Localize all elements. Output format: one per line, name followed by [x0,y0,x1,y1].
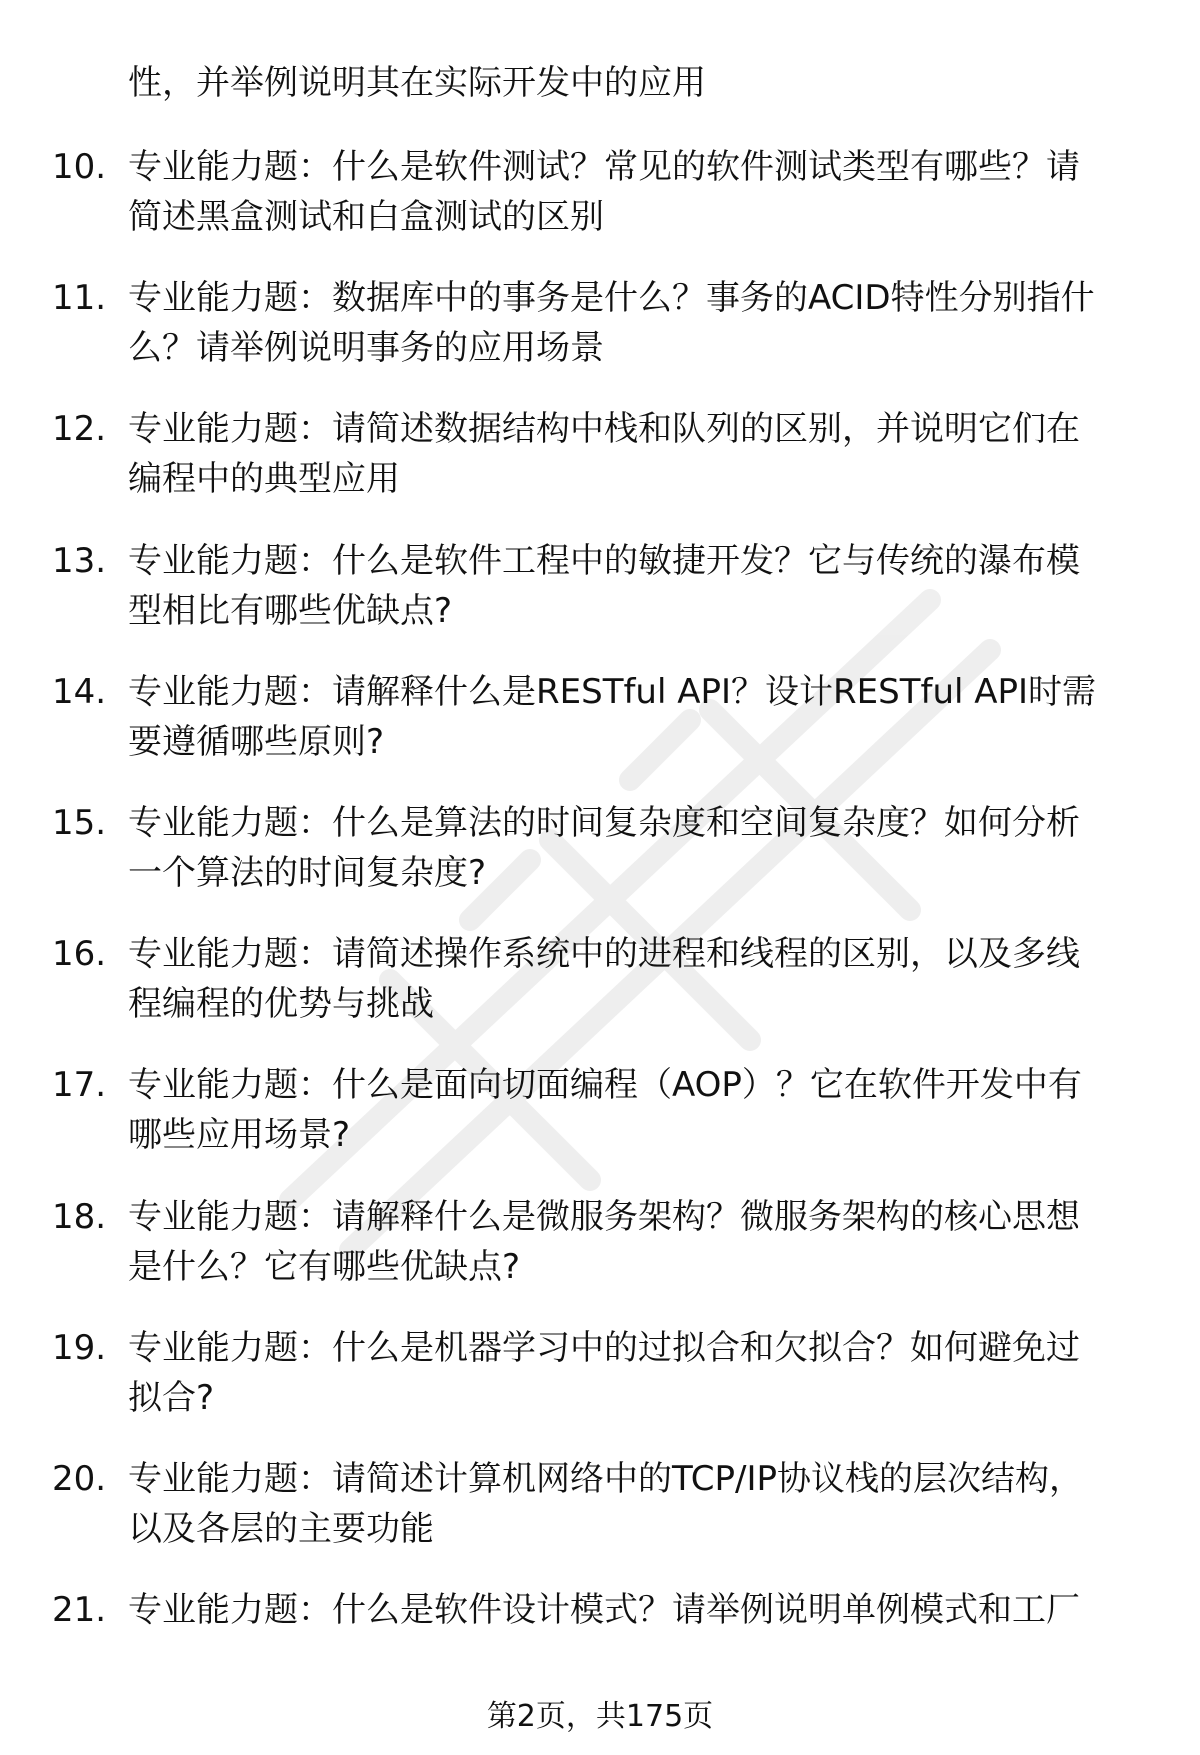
question-text-line: 要遵循哪些原则? [128,721,385,762]
question-number: 20. [52,1458,107,1499]
question-number: 19. [52,1327,107,1368]
question-item [0,798,1200,929]
question-item [0,273,1200,404]
question-text-line: 是什么？它有哪些优缺点? [128,1246,521,1287]
question-text-line: 简述黑盒测试和白盒测试的区别 [128,197,604,237]
question-text [128,798,1148,898]
question-item [0,1192,1200,1323]
question-number: 16. [52,934,107,975]
question-text [128,273,1148,373]
question-text [128,404,1148,504]
question-number: 11. [52,278,107,319]
question-text-line: 么？请举例说明事务的应用场景 [128,328,604,369]
question-text [128,1060,1148,1160]
question-item [0,1323,1200,1454]
question-text [128,929,1148,1029]
question-text-line: 专业能力题：请简述操作系统中的进程和线程的区别，以及多线 [128,934,1080,975]
question-number: 21. [52,1590,107,1631]
question-text [128,1323,1148,1423]
question-text-line: 程编程的优势与挑战 [128,984,434,1025]
question-number: 13. [52,540,107,581]
question-item [0,1454,1200,1585]
question-item [0,536,1200,667]
question-text-line: 专业能力题：请简述计算机网络中的TCP/IP协议栈的层次结构， [128,1458,1084,1499]
continuation-line: 性，并举例说明其在实际开发中的应用 [128,63,706,103]
question-item [0,929,1200,1060]
question-text [128,142,1148,242]
question-text-line: 专业能力题：什么是软件设计模式？请举例说明单例模式和工厂 [128,1590,1080,1631]
question-text-line: 专业能力题：数据库中的事务是什么？事务的ACID特性分别指什 [128,278,1095,319]
question-text-line: 专业能力题：什么是机器学习中的过拟合和欠拟合？如何避免过 [128,1327,1080,1368]
question-item [0,667,1200,798]
page-footer: 第2页，共175页 [486,1699,714,1734]
question-text [128,1454,1148,1554]
question-item [0,404,1200,535]
question-text-line: 专业能力题：什么是软件工程中的敏捷开发？它与传统的瀑布模 [128,540,1080,581]
question-item [0,1060,1200,1191]
question-text [128,536,1148,636]
question-text-line: 专业能力题：什么是算法的时间复杂度和空间复杂度？如何分析 [128,802,1080,843]
question-item [0,142,1200,273]
question-number: 17. [52,1065,107,1106]
question-text-line: 哪些应用场景? [128,1115,351,1156]
question-text-line: 拟合? [128,1377,215,1418]
question-text-line: 以及各层的主要功能 [128,1508,434,1549]
question-text [128,1192,1148,1292]
question-text-line: 编程中的典型应用 [128,459,400,500]
question-text-line: 专业能力题：什么是面向切面编程（AOP）？它在软件开发中有 [128,1065,1082,1106]
question-text-line: 型相比有哪些优缺点? [128,590,453,631]
question-text-line: 专业能力题：请解释什么是RESTful API？设计RESTful API时需 [128,671,1097,712]
question-text [128,667,1148,767]
question-number: 18. [52,1196,107,1237]
question-number: 14. [52,671,107,712]
question-text-line: 专业能力题：什么是软件测试？常见的软件测试类型有哪些？请 [128,147,1080,187]
question-text [128,1585,1148,1635]
question-text-line: 专业能力题：请简述数据结构中栈和队列的区别，并说明它们在 [128,409,1080,450]
question-number: 15. [52,802,107,843]
question-list [0,142,1200,1716]
question-number: 12. [52,409,107,450]
question-text-line: 一个算法的时间复杂度? [128,852,487,893]
question-number: 10. [52,147,107,187]
question-text-line: 专业能力题：请解释什么是微服务架构？微服务架构的核心思想 [128,1196,1080,1237]
